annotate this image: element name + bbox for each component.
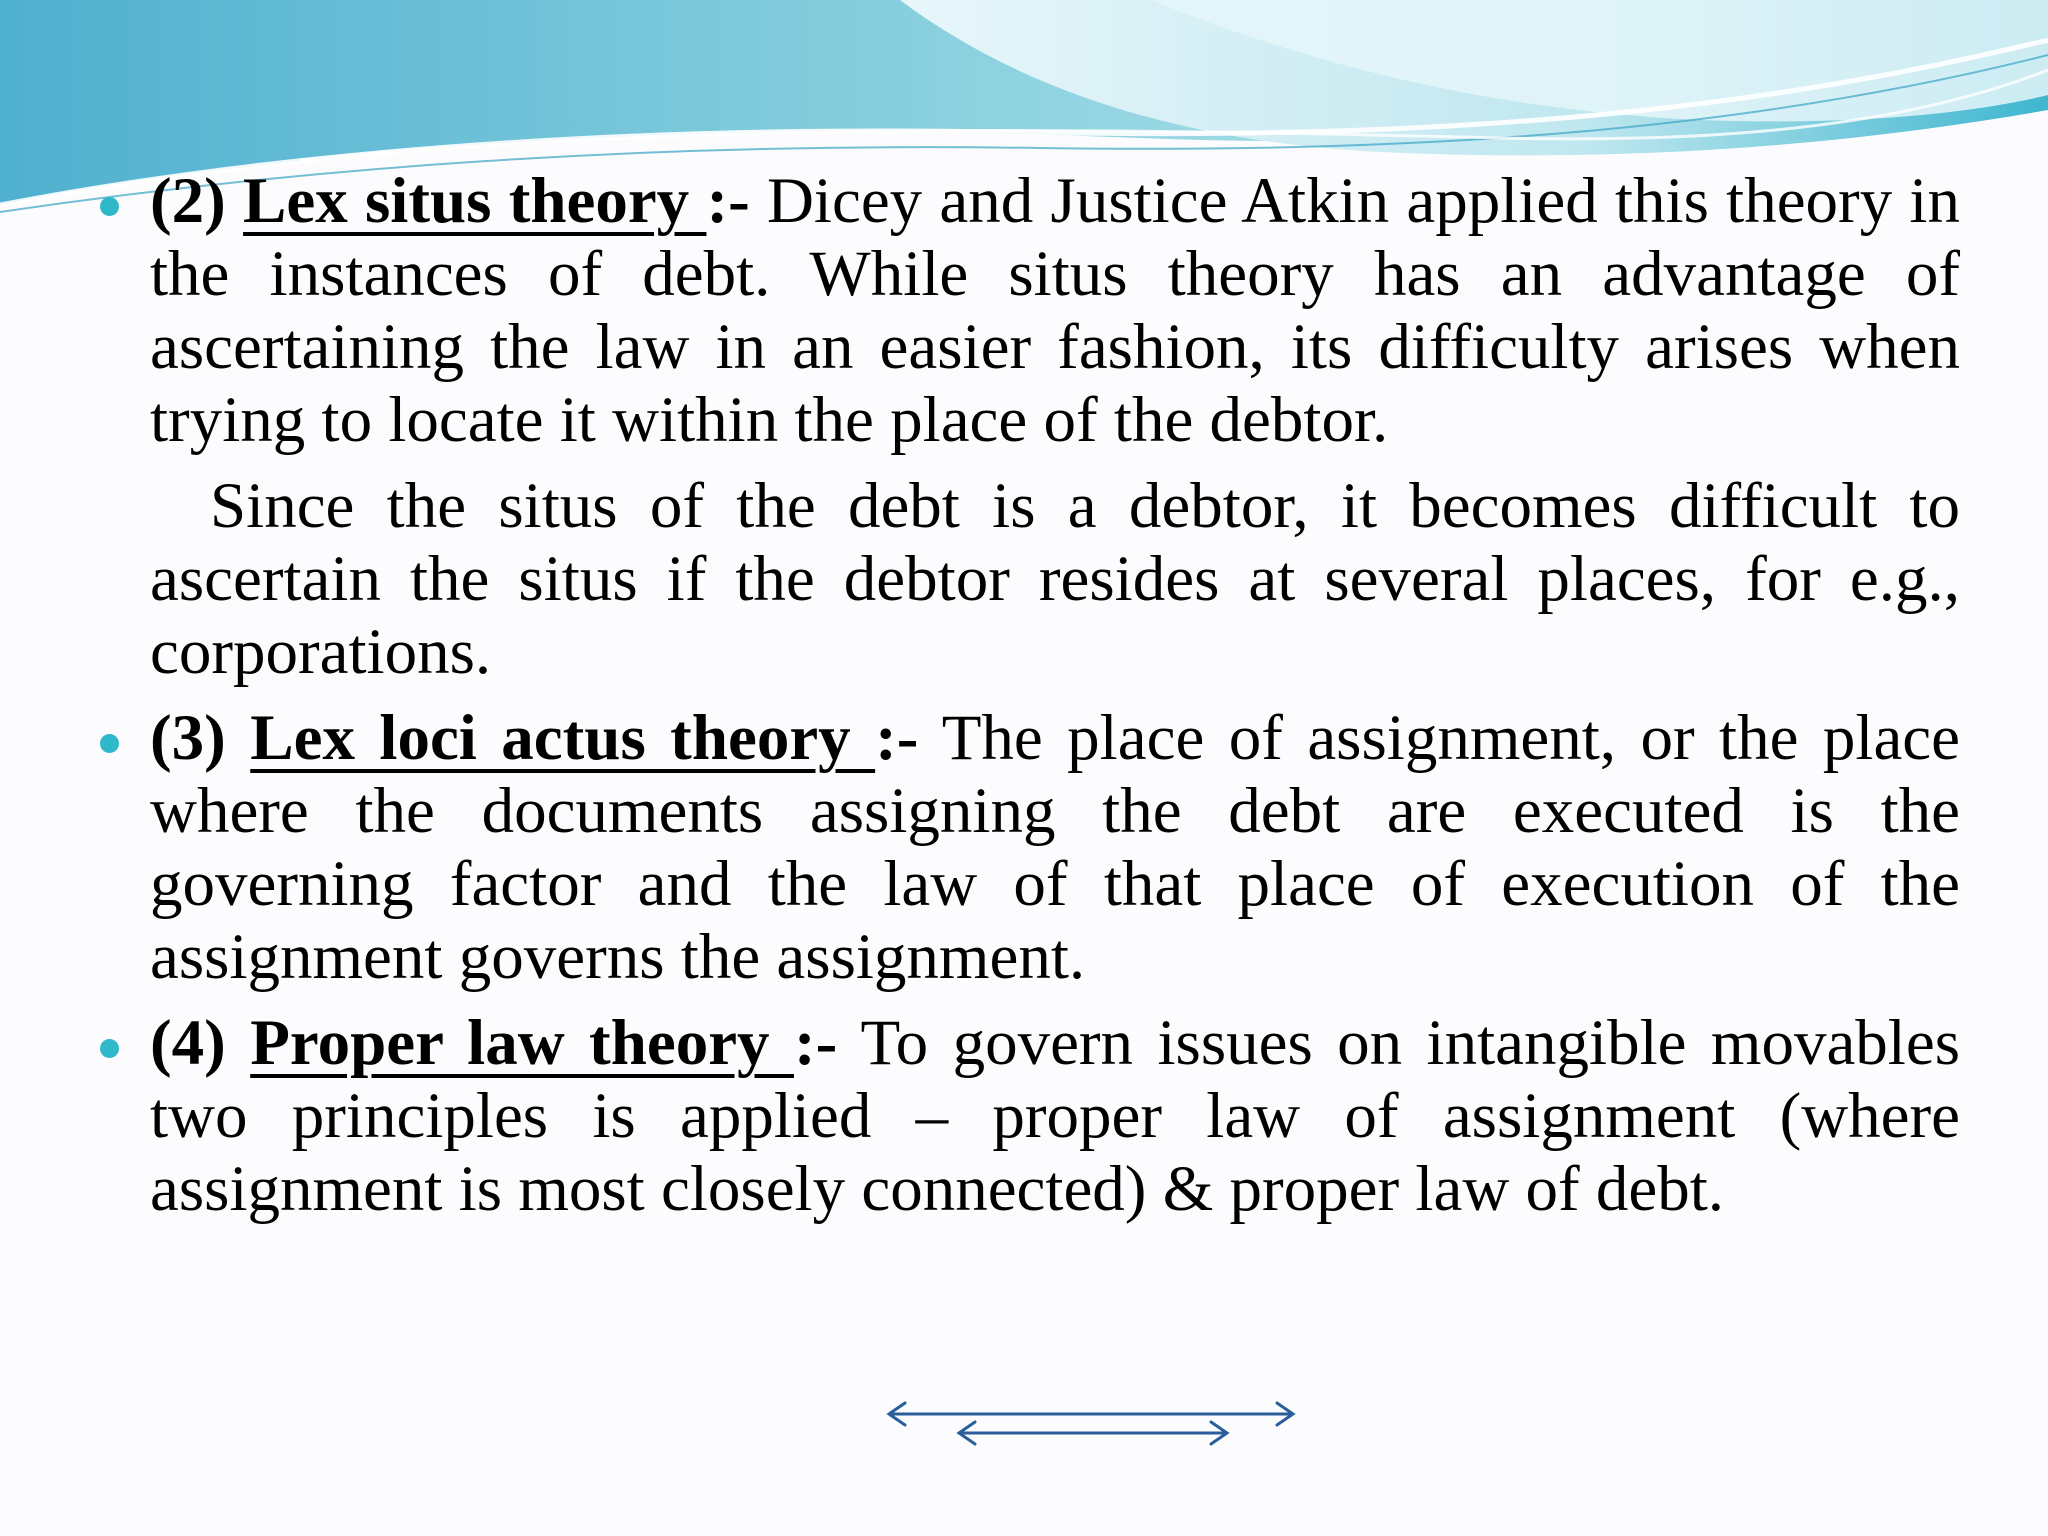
bullet-proper-law xyxy=(150,1007,1960,1226)
slide-content xyxy=(150,165,1960,1226)
item-text: Dicey and Justice Atkin applied this theory in the instances of debt. While situs theory has an advantage of ascertaining the law in an easier fashion, its difficulty arises when trying to locate it within the place of the debtor. xyxy=(150,165,1960,456)
theory-term: Lex loci actus theory xyxy=(250,702,876,774)
bullet-dot-icon xyxy=(100,734,119,753)
item-number: (4) xyxy=(150,1007,226,1079)
paragraph-situs-debt: Since the situs of the debt is a debtor, it becomes difficult to ascertain the situs if the debtor resides at several places, for e.g., corporations. xyxy=(150,470,1960,688)
term-separator: :- xyxy=(793,1007,838,1079)
item-number: (3) xyxy=(150,702,226,774)
item-number: (2) xyxy=(150,165,226,237)
theory-term: Proper law theory xyxy=(250,1007,794,1079)
term-separator: :- xyxy=(706,165,750,237)
item-text: The place of assignment, or the place where the documents assigning the debt are executed is the governing factor and the law of that place of execution of the assignment governs the assignment. xyxy=(150,702,1961,993)
term-separator: :- xyxy=(875,702,919,774)
bullet-lex-situs xyxy=(150,165,1960,457)
bullet-dot-icon xyxy=(100,1039,119,1058)
bullet-dot-icon xyxy=(100,197,119,216)
bullet-lex-loci-actus xyxy=(150,702,1960,994)
item-text: To govern issues on intangible movables two principles is applied – proper law of assignment (where assignment is most closely connected) & proper law of debt. xyxy=(150,1007,1961,1225)
theory-term: Lex situs theory xyxy=(243,165,707,237)
